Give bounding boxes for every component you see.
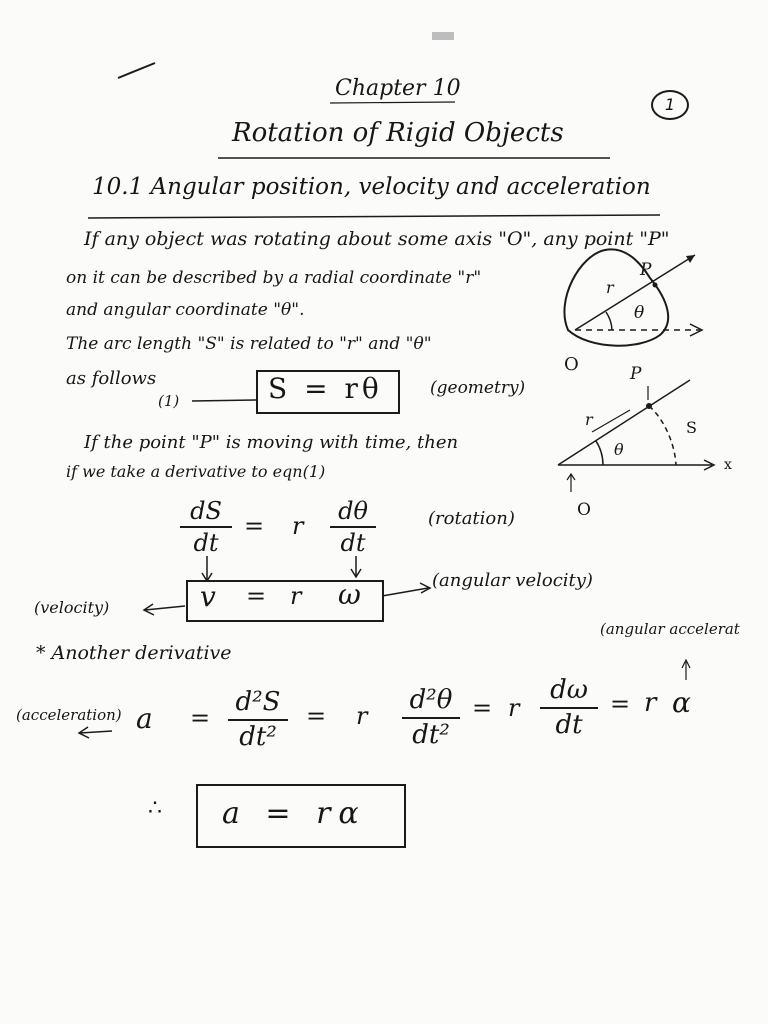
fig2-r-label: r xyxy=(585,410,593,429)
eq-number: (1) xyxy=(158,392,180,410)
dt2-denominator: dt² xyxy=(239,721,277,752)
fraction-bar xyxy=(540,707,598,709)
boxed-r: r xyxy=(290,582,302,610)
deriv-line-2: if we take a derivative to eqn(1) xyxy=(66,462,326,481)
equals-5: = xyxy=(472,694,493,722)
dt-denominator: dt xyxy=(193,529,219,558)
boxed-omega: ω xyxy=(338,578,361,611)
fig2-o-label: O xyxy=(577,500,591,520)
angular-velocity-note: (angular velocity) xyxy=(432,570,593,591)
intro-line-3: and angular coordinate "θ". xyxy=(66,300,305,320)
frac-d2s-dt2 xyxy=(228,688,288,751)
accel-r-2: r xyxy=(508,694,520,722)
chapter-heading: Chapter 10 xyxy=(335,76,461,101)
d2theta-numerator: d²θ xyxy=(409,685,453,715)
dt2-denominator: dt² xyxy=(412,719,450,750)
equals-2: = xyxy=(246,582,267,610)
ds-numerator: dS xyxy=(190,497,222,525)
equals-6: = xyxy=(610,690,631,718)
eq1-formula: S = rθ xyxy=(268,372,383,405)
boxed-v: v xyxy=(200,580,216,613)
intro-line-1: If any object was rotating about some axis "O", any point "P" xyxy=(84,228,670,250)
dt-denominator: dt xyxy=(555,709,583,740)
accel-r-1: r xyxy=(356,702,368,730)
d2s-numerator: d²S xyxy=(235,687,281,717)
fig1-o-label: O xyxy=(564,354,579,375)
final-result: a = rα xyxy=(222,796,367,831)
deriv-line-1: If the point "P" is moving with time, then xyxy=(84,432,459,453)
accel-alpha: α xyxy=(672,686,691,719)
accel-a: a xyxy=(136,702,153,735)
acceleration-note: (acceleration) xyxy=(16,706,122,724)
fig2-s-label: S xyxy=(686,418,697,437)
angular-accel-note: (angular accelerat xyxy=(600,620,740,638)
fig2-theta-label: θ xyxy=(614,440,624,459)
title-heading: Rotation of Rigid Objects xyxy=(232,118,564,148)
fraction-bar xyxy=(402,717,460,719)
fig1-p-label: P xyxy=(640,260,652,280)
page-number-badge: 1 xyxy=(651,90,689,120)
therefore-sign: ∴ xyxy=(148,796,162,821)
dt-denominator: dt xyxy=(340,529,366,558)
equals-1: = xyxy=(244,512,265,540)
fig1-theta-label: θ xyxy=(634,303,645,323)
intro-line-5: as follows xyxy=(66,368,157,389)
eq1-note: (geometry) xyxy=(430,378,526,398)
fig2-p-label: P xyxy=(630,364,642,384)
equals-3: = xyxy=(190,704,211,732)
intro-line-4: The arc length "S" is related to "r" and "θ" xyxy=(66,334,432,354)
frac-d2theta-dt2 xyxy=(402,686,460,749)
rotation-note: (rotation) xyxy=(428,508,515,529)
section-heading: 10.1 Angular position, velocity and acceleration xyxy=(92,174,651,200)
fig1-r-label: r xyxy=(606,278,614,297)
velocity-note: (velocity) xyxy=(34,598,110,617)
equals-4: = xyxy=(306,702,327,730)
fraction-bar xyxy=(228,719,288,721)
r-1: r xyxy=(292,512,304,540)
frac-domega-dt xyxy=(540,676,598,739)
dtheta-numerator: dθ xyxy=(338,497,368,525)
accel-r-3: r xyxy=(644,688,657,718)
intro-line-2: on it can be described by a radial coordinate "r" xyxy=(66,268,482,288)
fig2-x-label: x xyxy=(724,457,732,473)
domega-numerator: dω xyxy=(550,675,588,705)
another-derivative: * Another derivative xyxy=(36,642,232,664)
